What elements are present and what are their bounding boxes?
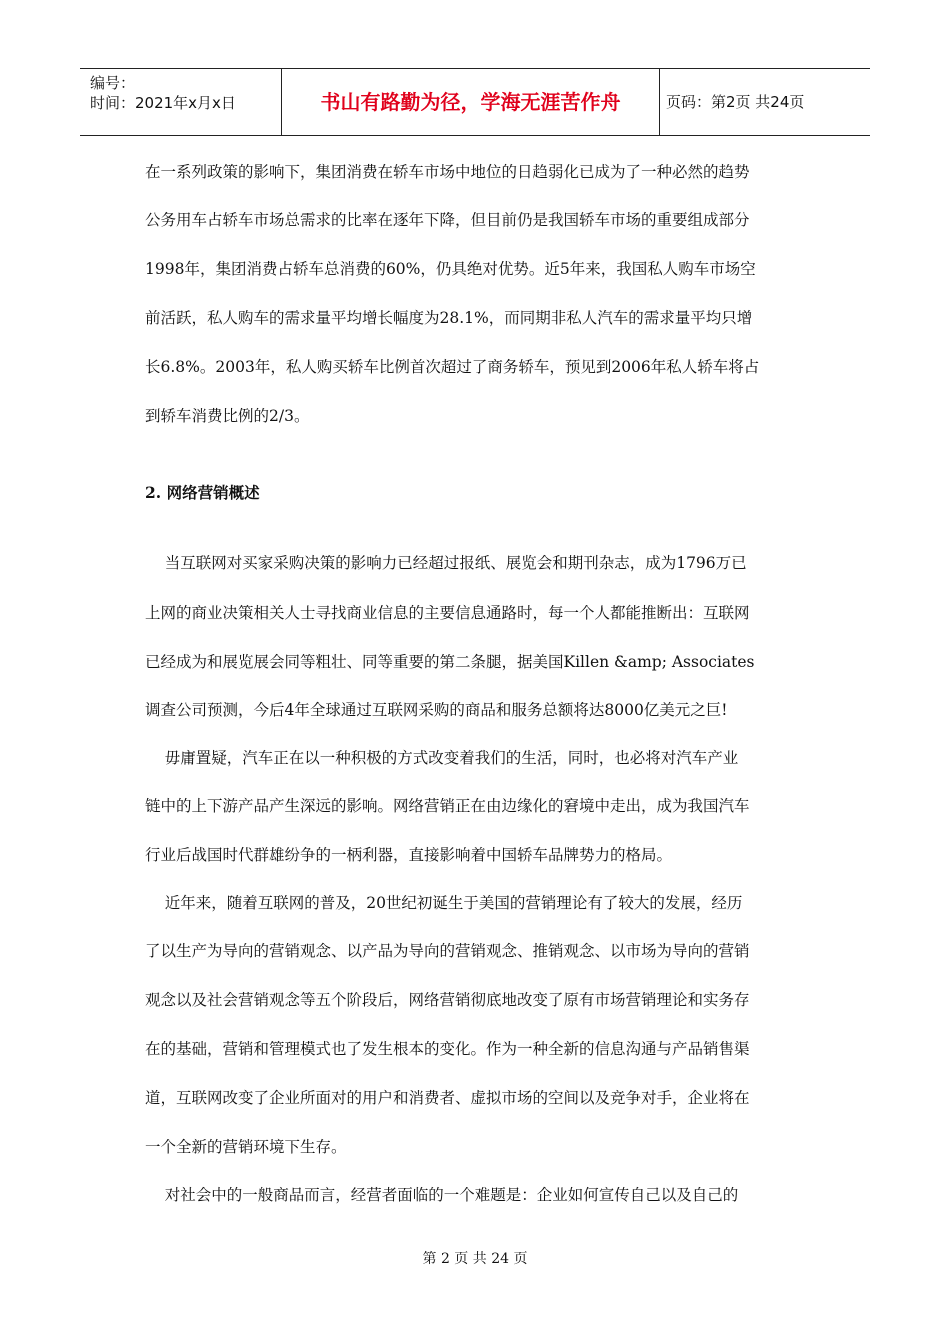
header-motto: 书山有路勤为径，学海无涯苦作舟 <box>282 69 660 135</box>
body-line: 观念以及社会营销观念等五个阶段后，网络营销彻底地改变了原有市场营销理论和实务存 <box>145 991 750 1009</box>
body-line: 一个全新的营销环境下生存。 <box>145 1138 347 1156</box>
body-line: 当互联网对买家采购决策的影响力已经超过报纸、展览会和期刊杂志，成为1796万已 <box>145 554 747 572</box>
page-header <box>80 68 870 136</box>
body-line: 了以生产为导向的营销观念、以产品为导向的营销观念、推销观念、以市场为导向的营销 <box>145 942 750 960</box>
page-footer: 第 2 页 共 24 页 <box>422 1251 528 1267</box>
body-line: 公务用车占轿车市场总需求的比率在逐年下降，但目前仍是我国轿车市场的重要组成部分 <box>145 211 750 229</box>
body-line: 前活跃，私人购车的需求量平均增长幅度为28.1%，而同期非私人汽车的需求量平均只增 <box>145 309 753 327</box>
body-line: 1998年，集团消费占轿车总消费的60%，仍具绝对优势。近5年来，我国私人购车市场空 <box>145 260 756 278</box>
body-line: 长6.8%。2003年，私人购买轿车比例首次超过了商务轿车，预见到2006年私人轿车将占 <box>145 358 760 376</box>
body-line: 已经成为和展览展会同等粗壮、同等重要的第二条腿，据美国Killen &amp; Associates <box>145 653 755 671</box>
body-line: 到轿车消费比例的2/3。 <box>145 407 310 425</box>
body-line: 在的基础，营销和管理模式也了发生根本的变化。作为一种全新的信息沟通与产品销售渠 <box>145 1040 750 1058</box>
body-line: 近年来，随着互联网的普及，20世纪初诞生于美国的营销理论有了较大的发展，经历 <box>145 894 743 912</box>
body-line: 对社会中的一般商品而言，经营者面临的一个难题是：企业如何宣传自己以及自己的 <box>145 1186 739 1204</box>
header-page-info: 页码：第2页 共24页 <box>666 93 805 111</box>
number-label: 编号： <box>90 74 136 92</box>
body-line: 毋庸置疑，汽车正在以一种积极的方式改变着我们的生活，同时，也必将对汽车产业 <box>145 749 739 767</box>
body-line: 在一系列政策的影响下，集团消费在轿车市场中地位的日趋弱化已成为了一种必然的趋势 <box>145 163 750 181</box>
header-meta <box>80 69 282 135</box>
section-heading: 2. 网络营销概述 <box>145 483 260 502</box>
body-line: 行业后战国时代群雄纷争的一柄利器，直接影响着中国轿车品牌势力的格局。 <box>145 846 673 864</box>
body-line: 链中的上下游产品产生深远的影响。网络营销正在由边缘化的窘境中走出，成为我国汽车 <box>145 797 750 815</box>
date-label: 时间：2021年x月x日 <box>90 94 236 112</box>
body-line: 上网的商业决策相关人士寻找商业信息的主要信息通路时，每一个人都能推断出：互联网 <box>145 604 750 622</box>
body-line: 道，互联网改变了企业所面对的用户和消费者、虚拟市场的空间以及竞争对手，企业将在 <box>145 1089 750 1107</box>
body-line: 调查公司预测，今后4年全球通过互联网采购的商品和服务总额将达8000亿美元之巨! <box>145 701 728 719</box>
